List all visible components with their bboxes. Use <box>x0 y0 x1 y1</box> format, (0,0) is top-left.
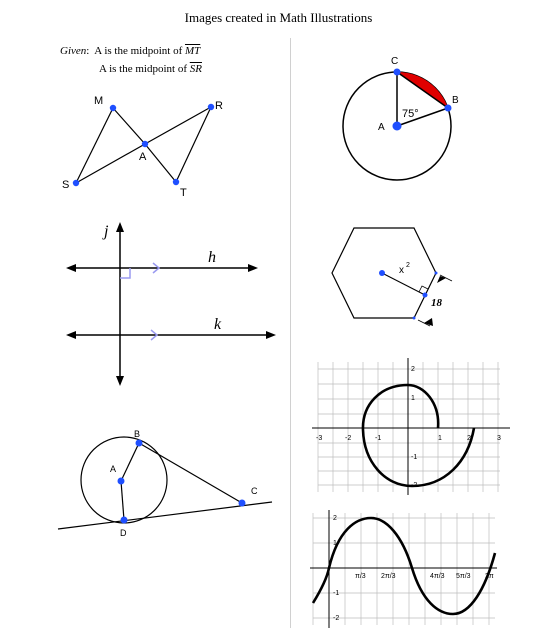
label-h: h <box>208 249 216 266</box>
tick-x-neg2: -2 <box>345 435 352 442</box>
label-a2: A <box>110 464 117 474</box>
given-line-2-text: A is the midpoint of <box>99 63 187 75</box>
tick-y2-2: 2 <box>333 515 337 522</box>
label-b2: B <box>452 95 459 106</box>
tick-y-neg1: -1 <box>411 454 418 461</box>
tick-x-2: 2 <box>467 435 471 442</box>
tick-y2-1: 1 <box>333 540 337 547</box>
figure-spiral-graph <box>312 358 510 495</box>
point-d <box>121 517 128 524</box>
label-t: T <box>180 187 187 199</box>
spiral-grid <box>318 362 500 492</box>
arrowhead-h-left <box>66 264 76 272</box>
label-k: k <box>214 316 222 333</box>
segment-mt: $\overline{MT}$ <box>184 45 201 57</box>
figure-sine-graph <box>310 510 497 628</box>
arrowhead-k-right <box>266 331 276 339</box>
point-center <box>393 122 402 131</box>
label-m: M <box>94 95 104 107</box>
label-c2: C <box>391 56 399 67</box>
line-bc <box>139 443 242 503</box>
label-s: S <box>62 179 70 191</box>
chord-cb <box>397 72 448 108</box>
arrowhead-k-left <box>66 331 76 339</box>
radius-ad <box>121 481 124 520</box>
radius-ab <box>121 443 139 481</box>
figure-sector-circle <box>343 56 459 180</box>
label-exponent: 2 <box>406 262 410 269</box>
figure-parallel-lines <box>66 222 276 386</box>
hexagon-vertex-right <box>435 272 438 275</box>
tick-x-1: 1 <box>438 435 442 442</box>
tick-x-neg3: -3 <box>316 435 323 442</box>
point-r <box>208 104 214 110</box>
figure-midpoint-triangles <box>62 95 223 199</box>
tick-x-5pi-3: 5π/3 <box>456 573 471 580</box>
sine-curve <box>313 518 495 614</box>
right-angle-marker <box>120 268 130 278</box>
hexagon-center <box>379 270 385 276</box>
apothem <box>382 273 425 295</box>
label-x: x <box>399 265 404 276</box>
point-a-center <box>118 478 125 485</box>
label-r: R <box>215 100 223 112</box>
point-a <box>142 141 148 147</box>
point-b <box>136 440 143 447</box>
label-j: j <box>104 223 109 240</box>
arrowhead-j-bottom <box>116 376 124 386</box>
point-b2 <box>445 105 452 112</box>
tick-x-4pi-3: 4π/3 <box>430 573 445 580</box>
figure-tangent-circle <box>58 437 272 529</box>
point-s <box>73 180 79 186</box>
tick-x-neg1: -1 <box>375 435 382 442</box>
label-a3: A <box>378 122 385 133</box>
hexagon-vertex-bottom <box>413 317 416 320</box>
tick-y2-neg2: -2 <box>333 615 340 622</box>
segment-sr: $\overline{SR}$ <box>189 63 202 75</box>
tick-x-2pi-3: 2π/3 <box>381 573 396 580</box>
dimension-arrow-bottom <box>424 318 433 326</box>
point-c <box>239 500 246 507</box>
label-side-length: 18 <box>431 297 442 309</box>
tick-x-pi-3: π/3 <box>355 573 366 580</box>
point-c2 <box>394 69 401 76</box>
arrowhead-h-right <box>248 264 258 272</box>
tick-y-neg2: -2 <box>411 482 418 489</box>
given-line-1-text: A is the midpoint of <box>94 45 183 57</box>
tick-y-1: 1 <box>411 395 415 402</box>
tick-x-2pi: 2π <box>485 573 494 580</box>
apothem-foot <box>423 293 428 298</box>
angle-label: 75° <box>402 108 419 120</box>
segment-ms <box>76 108 113 183</box>
point-m <box>110 105 116 111</box>
label-b: B <box>134 429 141 439</box>
label-d: D <box>120 528 127 538</box>
given-colon: : <box>86 45 90 57</box>
point-t <box>173 179 179 185</box>
tick-y2-neg1: -1 <box>333 590 340 597</box>
tick-y-2: 2 <box>411 366 415 373</box>
label-c: C <box>251 486 258 496</box>
page-title: Images created in Math Illustrations <box>184 10 373 25</box>
parallel-markers <box>120 263 159 340</box>
arrowhead-j-top <box>116 222 124 232</box>
given-prefix: Given <box>60 45 87 57</box>
label-a: A <box>139 151 147 163</box>
tick-x-3: 3 <box>497 435 501 442</box>
segment-rt <box>176 107 211 182</box>
figure-hexagon <box>332 228 452 326</box>
